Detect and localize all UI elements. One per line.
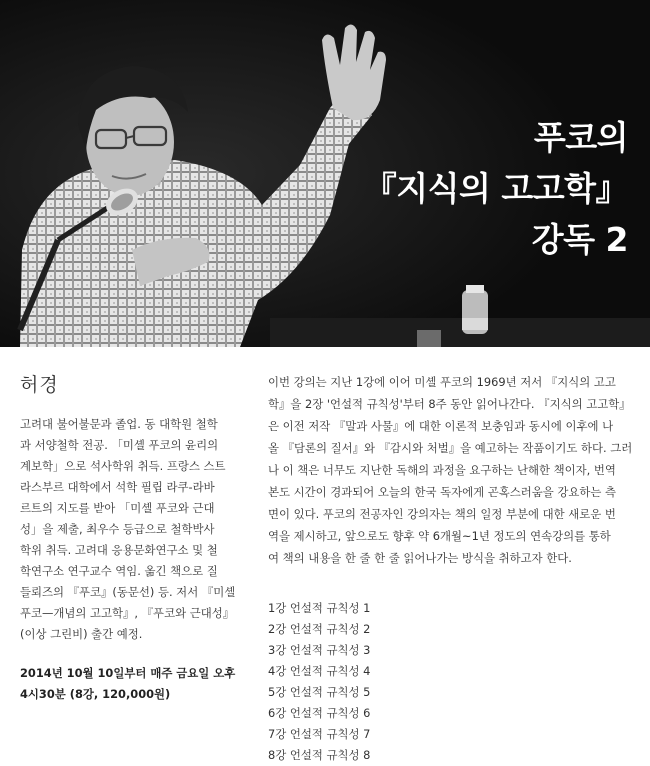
- course-description: [268, 371, 632, 569]
- hero-banner: [0, 0, 650, 347]
- lecture-item: 1강 언설적 규칙성 1: [268, 601, 371, 615]
- description-line: 은 이전 저작 『말과 사물』에 대한 이론적 보충임과 동시에 이후에 나: [268, 419, 614, 433]
- lecture-item: 4강 언설적 규칙성 4: [268, 664, 371, 678]
- lecture-item: 7강 언설적 규칙성 7: [268, 727, 371, 741]
- lecture-item: 2강 언설적 규칙성 2: [268, 622, 371, 636]
- description-line: 이번 강의는 지난 1강에 이어 미셸 푸코의 1969년 저서 『지식의 고고: [268, 375, 616, 389]
- lecture-item: 3강 언설적 규칙성 3: [268, 643, 371, 657]
- bio-line: 과 서양철학 전공. 「미셸 푸코의 윤리의: [20, 438, 219, 452]
- description-line: 학』을 2장 '언설적 규칙성'부터 8주 동안 읽어나간다. 『지식의 고고학』: [268, 397, 631, 411]
- lecture-item: 5강 언설적 규칙성 5: [268, 685, 371, 699]
- hero-title-line: 『지식의 고고학』: [363, 169, 628, 208]
- bio-line: 르트의 지도를 받아 「미셸 푸코와 근대: [20, 501, 215, 515]
- schedule-info: [20, 663, 234, 705]
- lecture-list: [268, 598, 632, 766]
- bio-line: 고려대 불어불문과 졸업. 동 대학원 철학: [20, 417, 218, 431]
- bio-line: 성」을 제출, 최우수 등급으로 철학박사: [20, 522, 215, 536]
- hero-title: [364, 112, 628, 265]
- bio-line: 계보학」으로 석사학위 취득. 프랑스 스트: [20, 459, 226, 473]
- description-line: 여 책의 내용을 한 줄 한 줄 읽어나가는 방식을 취하고자 한다.: [268, 551, 572, 565]
- lecture-item: 8강 언설적 규칙성 8: [268, 748, 371, 762]
- author-name: 허경: [20, 374, 59, 396]
- hero-title-line: 강독 2: [531, 220, 628, 259]
- description-line: 나 이 책은 너무도 지난한 독해의 과정을 요구하는 난해한 책이자, 번역: [268, 463, 616, 477]
- author-section: [20, 370, 234, 705]
- description-line: 역을 제시하고, 앞으로도 향후 약 6개월~1년 정도의 연속강의를 통하: [268, 529, 611, 543]
- description-line: 본도 시간이 경과되어 오늘의 한국 독자에게 곤혹스러움을 강요하는 측: [268, 485, 617, 499]
- hero-title-line: 푸코의: [533, 118, 628, 157]
- course-section: [268, 371, 632, 766]
- schedule-line: 2014년 10월 10일부터 매주 금요일 오후: [20, 666, 236, 680]
- bio-line: 푸코—개념의 고고학』, 『푸코와 근대성』: [20, 606, 235, 620]
- schedule-line: 4시30분 (8강, 120,000원): [20, 687, 171, 701]
- description-line: 면이 있다. 푸코의 전공자인 강의자는 책의 일정 부분에 대한 새로운 번: [268, 507, 616, 521]
- bio-line: (이상 그린비) 출간 예정.: [20, 627, 143, 641]
- description-line: 올 『담론의 질서』와 『감시와 처벌』을 예고하는 작품이기도 하다. 그러: [268, 441, 633, 455]
- bio-line: 학위 취득. 고려대 응용문화연구소 및 철: [20, 543, 218, 557]
- author-bio: [20, 414, 234, 645]
- bio-line: 라스부르 대학에서 석학 필립 라쿠-라바: [20, 480, 215, 494]
- bio-line: 들뢰즈의 『푸코』(동문선) 등. 저서 『미셸: [20, 585, 236, 599]
- bio-line: 학연구소 연구교수 역임. 옮긴 책으로 질: [20, 564, 218, 578]
- lecture-item: 6강 언설적 규칙성 6: [268, 706, 371, 720]
